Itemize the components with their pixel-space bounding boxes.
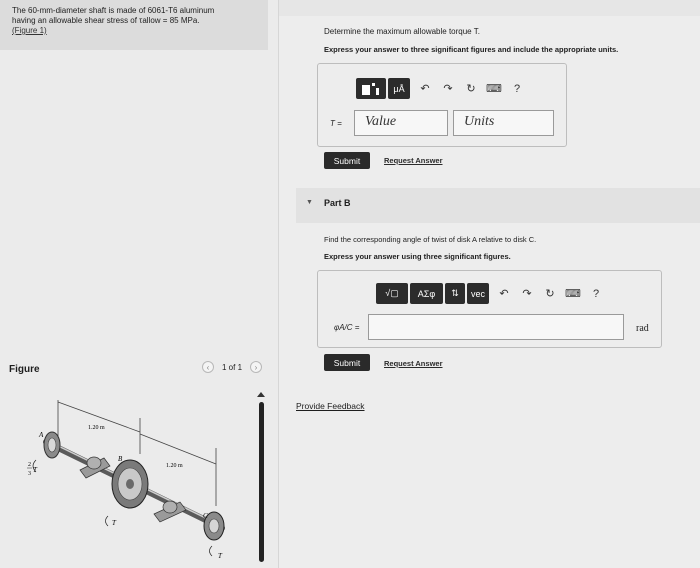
torque-left: T bbox=[33, 466, 37, 474]
figure-pager bbox=[202, 361, 262, 373]
chevron-right-icon: › bbox=[254, 362, 258, 372]
scroll-up-icon[interactable] bbox=[257, 392, 265, 397]
provide-feedback-link[interactable]: Provide Feedback bbox=[296, 401, 365, 411]
part-b-submit-button[interactable]: Submit bbox=[324, 354, 370, 371]
label-b: B bbox=[118, 455, 123, 463]
part-b-instruction: Express your answer using three significant figures. bbox=[324, 252, 511, 261]
undo-icon[interactable]: ↶ bbox=[420, 83, 430, 95]
disk-a-hub bbox=[48, 438, 56, 452]
prev-figure-button[interactable] bbox=[202, 361, 214, 373]
torque-mid: T bbox=[112, 519, 116, 527]
torque-left-den: 3 bbox=[28, 471, 31, 477]
part-b-title[interactable]: Part B bbox=[324, 198, 351, 208]
help-icon[interactable]: ? bbox=[592, 287, 600, 300]
redo-icon[interactable]: ↷ bbox=[522, 288, 532, 300]
bearing-left bbox=[87, 457, 101, 469]
next-figure-button[interactable] bbox=[250, 361, 262, 373]
torque-variable-label: T = bbox=[330, 119, 342, 128]
part-b-request-answer-link[interactable]: Request Answer bbox=[384, 359, 443, 368]
part-b-question: Find the corresponding angle of twist of disk A relative to disk C. bbox=[324, 235, 537, 244]
help-icon[interactable]: ? bbox=[513, 82, 521, 95]
dim-label-top: 1.20 m bbox=[88, 425, 105, 431]
part-a-toolbar bbox=[356, 78, 527, 99]
keyboard-icon[interactable]: ⌨ bbox=[486, 83, 502, 95]
shaft-diagram bbox=[22, 388, 242, 566]
units-button[interactable]: μÅ bbox=[388, 78, 410, 99]
torque-left-num: 2 bbox=[28, 462, 31, 468]
part-b-header[interactable] bbox=[296, 188, 700, 223]
keyboard-icon[interactable]: ⌨ bbox=[565, 288, 581, 300]
templates-button[interactable] bbox=[356, 78, 386, 99]
torque-right-arrow bbox=[210, 546, 213, 556]
reset-icon[interactable]: ↻ bbox=[466, 83, 476, 95]
angle-variable-label: φA/C = bbox=[334, 323, 360, 332]
problem-line-2: having an allowable shear stress of τallow = 85 MPa. bbox=[12, 16, 200, 25]
disk-b-hub bbox=[126, 479, 134, 489]
part-a-request-answer-link[interactable]: Request Answer bbox=[384, 156, 443, 165]
disk-c-hub bbox=[209, 519, 219, 533]
dim-line-right bbox=[140, 434, 216, 464]
part-b-toolbar bbox=[376, 283, 606, 304]
chevron-down-icon[interactable]: ▼ bbox=[306, 199, 313, 206]
units-input[interactable]: Units bbox=[453, 110, 554, 136]
right-panel bbox=[279, 0, 700, 568]
scroll-thumb[interactable] bbox=[259, 402, 264, 562]
label-c: C bbox=[203, 512, 208, 520]
arrows-button[interactable]: ⇅ bbox=[445, 283, 465, 304]
chevron-left-icon: ‹ bbox=[206, 362, 210, 372]
part-a-question: Determine the maximum allowable torque T. bbox=[324, 27, 480, 36]
problem-statement bbox=[0, 0, 268, 50]
vec-button[interactable]: vec bbox=[467, 283, 489, 304]
reset-icon[interactable]: ↻ bbox=[545, 288, 555, 300]
label-a: A bbox=[39, 431, 44, 439]
part-a-instruction: Express your answer to three significant figures and include the appropriate units. bbox=[324, 45, 619, 54]
part-a-answer-box bbox=[317, 63, 567, 147]
figure-link[interactable]: (Figure 1) bbox=[12, 26, 47, 35]
pager-text: 1 of 1 bbox=[222, 362, 243, 372]
left-panel bbox=[0, 0, 278, 568]
dim-label-right: 1.20 m bbox=[166, 463, 183, 469]
torque-mid-arrow bbox=[106, 516, 109, 526]
undo-icon[interactable]: ↶ bbox=[499, 288, 509, 300]
torque-right: T bbox=[218, 552, 222, 560]
part-b-answer-box bbox=[317, 270, 662, 348]
shaft-figure bbox=[22, 388, 242, 566]
redo-icon[interactable]: ↷ bbox=[443, 83, 453, 95]
part-a-submit-button[interactable]: Submit bbox=[324, 152, 370, 169]
figure-title: Figure bbox=[9, 364, 40, 375]
bearing-right bbox=[163, 501, 177, 513]
problem-line-1: The 60-mm-diameter shaft is made of 6061-T6 aluminum bbox=[12, 6, 215, 15]
value-input[interactable]: Value bbox=[354, 110, 448, 136]
templates-icon bbox=[361, 82, 381, 96]
sqrt-button[interactable]: √▢ bbox=[376, 283, 408, 304]
figure-scrollbar[interactable] bbox=[257, 392, 266, 564]
top-bar bbox=[279, 0, 700, 16]
greek-button[interactable]: ΑΣφ bbox=[410, 283, 443, 304]
rad-unit-label: rad bbox=[636, 323, 649, 334]
angle-input[interactable] bbox=[368, 314, 624, 340]
